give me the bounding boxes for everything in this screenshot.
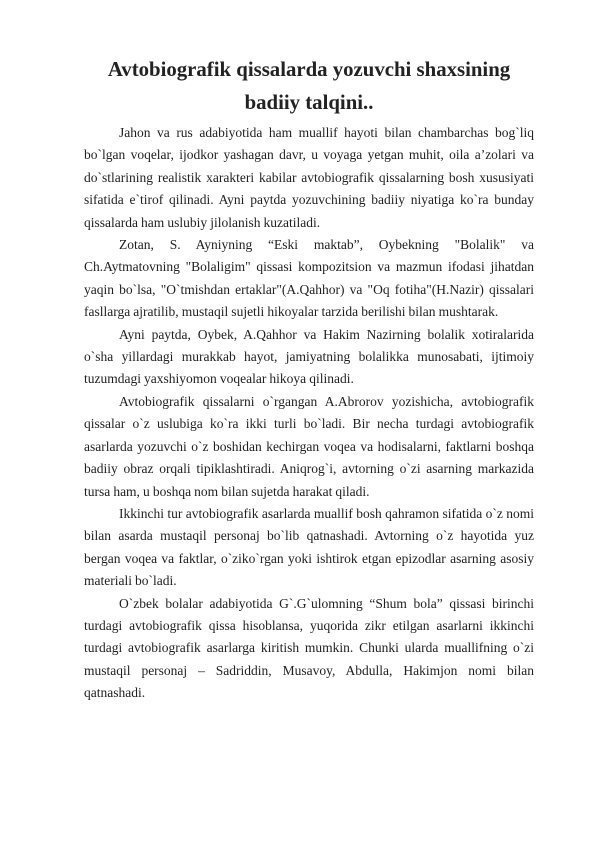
paragraph-4: Avtobiografik qissalarni o`rgangan A.Abrorov yozishicha, avtobiografik qissalar o`z uslubiga ko`ra ikki turli bo`ladi. Bir necha turdagi avtobiografik asarlarda yozuvchi o`z boshidan kechirgan voqea va hodisalarni, faktlarni boshqa badiiy obraz orqali tipiklashtiradi. Aniqrog`i, avtorning o`zi asarning markazida tursa ham, u boshqa nom bilan sujetda harakat qiladi. [84, 393, 534, 499]
document-body [84, 122, 534, 705]
paragraph-3: Ayni paytda, Oybek, A.Qahhor va Hakim Nazirning bolalik xotiralarida o`sha yillardagi murakkab hayot, jamiyatning bolalikka munosabati, ijtimoiy tuzumdagi yaxshiyomon voqealar hikoya qilinadi. [84, 326, 534, 387]
paragraph-5: Ikkinchi tur avtobiografik asarlarda muallif bosh qahramon sifatida o`z nomi bilan asarda mustaqil personaj bo`lib qatnashadi. Avtorning o`z hayotida yuz bergan voqea va faktlar, o`ziko`rgan yoki ishtirok etgan epizodlar asarning asosiy materiali bo`ladi. [84, 505, 534, 589]
paragraph-6: O`zbek bolalar adabiyotida G`.G`ulomning “Shum bola” qissasi birinchi turdagi avtobiografik qissa hisoblansa, yuqorida zikr etilgan asarlarni ikkinchi turdagi avtobiografik asarlarga kiritish mumkin. Chunki ularda muallifning o`zi mustaqil personaj – Sadriddin, Musavoy, Abdulla, Hakimjon nomi bilan qatnashadi. [84, 595, 534, 701]
paragraph-1: Jahon va rus adabiyotida ham muallif hayoti bilan chambarchas bog`liq bo`lgan voqelar, ijodkor yashagan davr, u voyaga yetgan muhit, oila a’zolari va do`stlarining realistik xarakteri kabilar avtobiografik qissalarning bosh xususiyati sifatida e`tirof qilinadi. Ayni paytda yozuvchining badiiy niyatiga ko`ra bunday qissalarda ham uslubiy jilolanish kuzatiladi. [84, 125, 534, 230]
document-title: Avtobiografik qissalarda yozuvchi shaxsining badiiy talqini.. [107, 58, 511, 114]
paragraph-2: Zotan, S. Ayniyning “Eski maktab”, Oybekning "Bolalik" va Ch.Aytmatovning "Bolaligim" qissasi kompozitsion va mazmun ifodasi jihatdan yaqin bo`lsa, "O`tmishdan ertaklar"(A.Qahhor) va "Oq fotiha"(H.Nazir) qissalari fasllarga ajratilib, mustaqil sujetli hikoyalar tarzida berilishi bilan mushtarak. [84, 237, 534, 320]
